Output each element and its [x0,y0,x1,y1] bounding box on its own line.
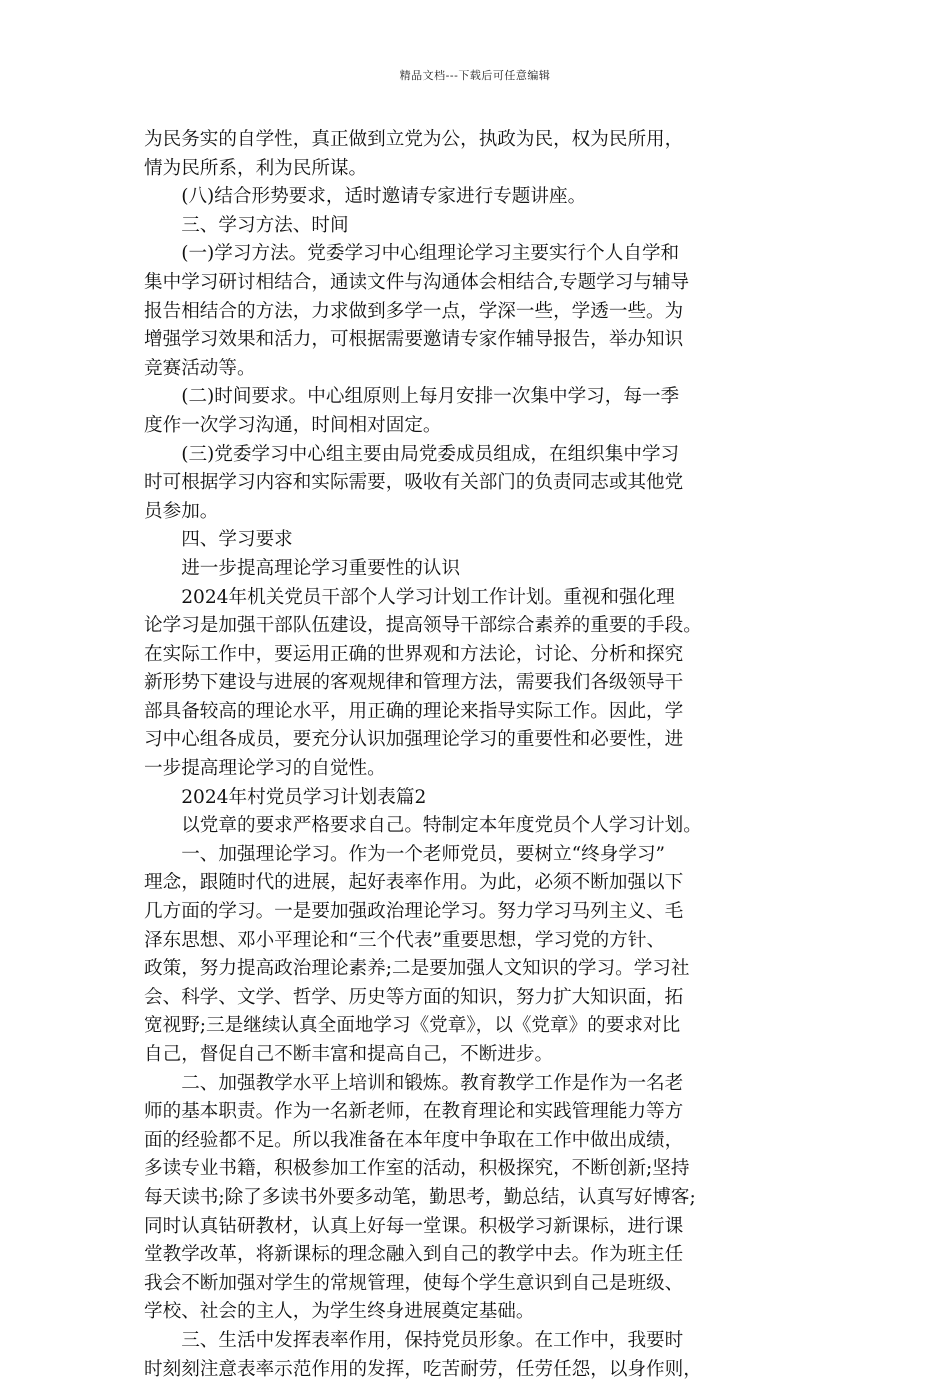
text-line: 一步提高理论学习的自觉性。 [144,758,386,780]
text-line: 情为民所系，利为民所谋。 [144,157,368,179]
text-line: 政策，努力提高政治理论素养;二是要加强人文知识的学习。学习社 [144,958,690,980]
text-line: 集中学习研讨相结合，通读文件与沟通体会相结合,专题学习与辅导 [144,271,690,293]
text-line: 我会不断加强对学生的常规管理，使每个学生意识到自己是班级、 [144,1272,684,1294]
document-body [144,126,812,1384]
text-line: 每天读书;除了多读书外要多动笔，勤思考，勤总结，认真写好博客; [144,1186,696,1208]
text-line: (三)党委学习中心组主要由局党委成员组成，在组织集中学习 [144,443,680,465]
text-line: 新形势下建设与进展的客观规律和管理方法，需要我们各级领导干 [144,672,684,694]
text-line: 堂教学改革，将新课标的理念融入到自己的教学中去。作为班主任 [144,1244,684,1266]
text-line: 同时认真钻研教材，认真上好每一堂课。积极学习新课标，进行课 [144,1215,684,1237]
text-line: 竞赛活动等。 [144,357,256,379]
text-line: 一、加强理论学习。作为一个老师党员，要树立“终身学习” [144,843,666,865]
text-line: 度作一次学习沟通，时间相对固定。 [144,414,442,436]
text-line: 以党章的要求严格要求自己。特制定本年度党员个人学习计划。 [144,815,702,837]
text-line: 三、学习方法、时间 [144,214,349,236]
text-line: 报告相结合的方法，力求做到多学一点，学深一些，学透一些。为 [144,300,684,322]
text-line: 为民务实的自学性，真正做到立党为公，执政为民，权为民所用， [144,129,684,150]
text-line: 在实际工作中，要运用正确的世界观和方法论，讨论、分析和探究 [144,643,684,665]
text-line: 三、生活中发挥表率作用，保持党员形象。在工作中，我要时 [144,1329,684,1351]
text-line: 四、学习要求 [144,529,293,551]
text-line: 进一步提高理论学习重要性的认识 [144,557,461,579]
text-line: 员参加。 [144,500,219,522]
text-line: 时可根据学习内容和实际需要，吸收有关部门的负责同志或其他党 [144,472,684,494]
text-line: 泽东思想、邓小平理论和“三个代表”重要思想，学习党的方针、 [144,929,666,951]
text-line: 会、科学、文学、哲学、历史等方面的知识，努力扩大知识面，拓 [144,986,684,1008]
text-line: 学校、社会的主人，为学生终身进展奠定基础。 [144,1301,535,1323]
text-line: 师的基本职责。作为一名新老师，在教育理论和实践管理能力等方 [144,1101,684,1123]
text-line: 面的经验都不足。所以我准备在本年度中争取在工作中做出成绩， [144,1129,684,1151]
text-line: 二、加强教学水平上培训和锻炼。教育教学工作是作为一名老 [144,1072,684,1094]
text-line: 时刻刻注意表率示范作用的发挥，吃苦耐劳，任劳任怨，以身作则， [144,1358,702,1380]
text-line: 部具备较高的理论水平，用正确的理论来指导实际工作。因此，学 [144,700,684,722]
text-line: 宽视野;三是继续认真全面地学习《党章》，以《党章》的要求对比 [144,1015,681,1037]
text-line: 几方面的学习。一是要加强政治理论学习。努力学习马列主义、毛 [144,901,684,923]
text-line: 自己，督促自己不断丰富和提高自己，不断进步。 [144,1044,554,1065]
page-header: 精品文档---下载后可任意编辑 [399,69,551,82]
text-line: 理念，跟随时代的进展，起好表率作用。为此，必须不断加强以下 [144,872,684,894]
text-line: 增强学习效果和活力，可根据需要邀请专家作辅导报告，举办知识 [144,329,684,351]
text-line: (八)结合形势要求，适时邀请专家进行专题讲座。 [144,186,587,208]
text-line: 习中心组各成员，要充分认识加强理论学习的重要性和必要性，进 [144,729,684,751]
text-line: 2024年村党员学习计划表篇2 [144,786,427,808]
text-line: 论学习是加强干部队伍建设，提高领导干部综合素养的重要的手段。 [144,615,702,637]
text-line: (二)时间要求。中心组原则上每月安排一次集中学习，每一季 [144,386,680,408]
text-line: 2024年机关党员干部个人学习计划工作计划。重视和强化理 [144,586,675,608]
text-line: (一)学习方法。党委学习中心组理论学习主要实行个人自学和 [144,243,680,265]
text-line: 多读专业书籍，积极参加工作室的活动，积极探究，不断创新;坚持 [144,1158,690,1180]
